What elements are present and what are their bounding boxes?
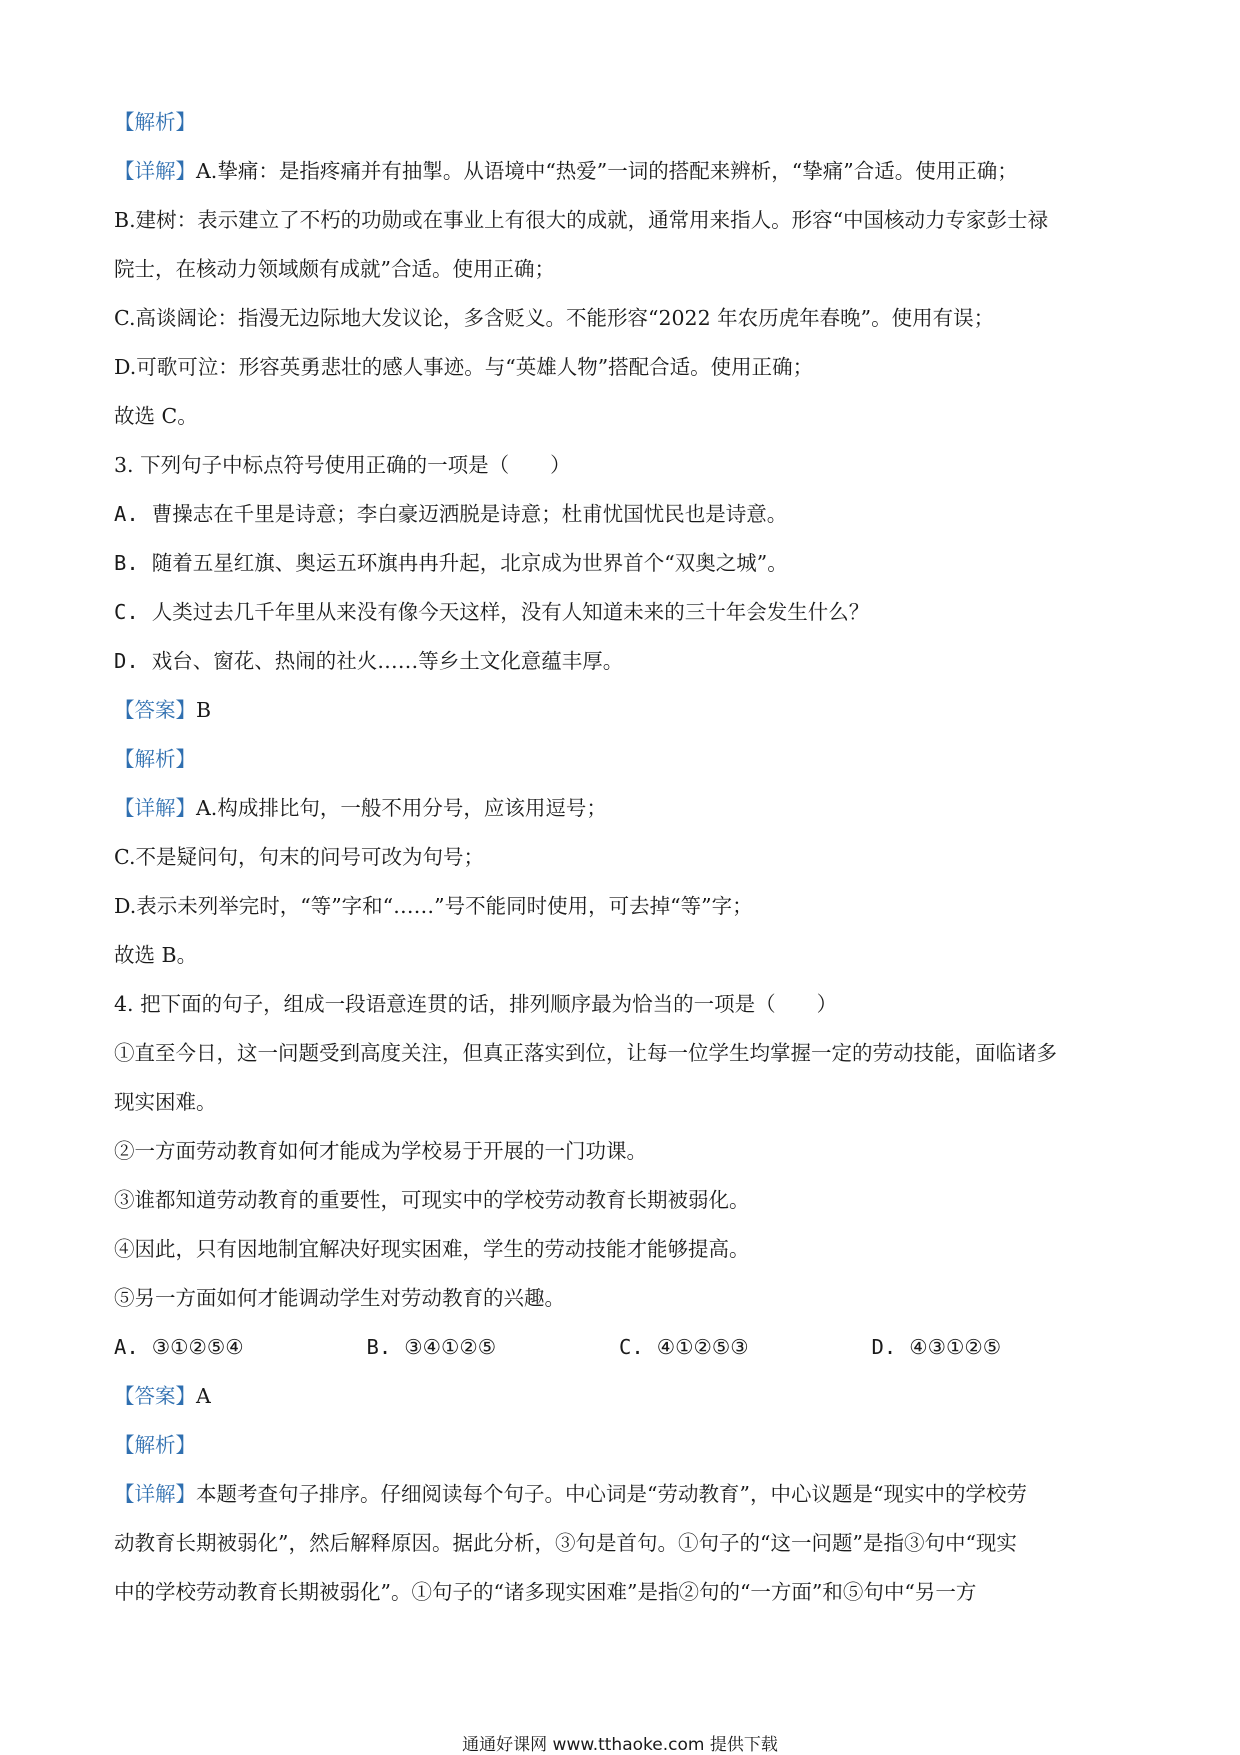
q2-detail-b-line1: B.建树：表示建立了不朽的功勋或在事业上有很大的成就，通常用来指人。形容“中国核动力专家彭士禄 <box>114 208 1049 232</box>
q3-option-d: D. 戏台、窗花、热闹的社火……等乡土文化意蕴丰厚。 <box>114 649 624 673</box>
q3-detail-d: D.表示未列举完时，“等”字和“……”号不能同时使用，可去掉“等”字； <box>114 894 753 918</box>
q4-sentence-4: ④因此，只有因地制宜解决好现实困难，学生的劳动技能才能够提高。 <box>114 1237 750 1261</box>
q3-detail-c: C.不是疑问句，句末的问号可改为句号； <box>114 845 484 869</box>
q2-detail-c: C.高谈阔论：指漫无边际地大发议论，多含贬义。不能形容“2022 年农历虎年春晚”。使用有误； <box>114 306 995 330</box>
q4-choice-c: C. ④①②⑤③ <box>619 1335 749 1359</box>
q3-detail-a: 【详解】A.构成排比句，一般不用分号，应该用逗号； <box>114 796 607 820</box>
document-body <box>114 98 1124 1617</box>
q4-choices <box>114 1323 1124 1372</box>
q3-conclusion: 故选 B。 <box>114 943 198 967</box>
q4-choice-d: D. ④③①②⑤ <box>871 1335 1002 1359</box>
q4-sentence-3: ③谁都知道劳动教育的重要性，可现实中的学校劳动教育长期被弱化。 <box>114 1188 750 1212</box>
q4-sentence-5: ⑤另一方面如何才能调动学生对劳动教育的兴趣。 <box>114 1286 565 1310</box>
q4-detail-line1: 【详解】本题考查句子排序。仔细阅读每个句子。中心词是“劳动教育”，中心议题是“现实中的学校劳 <box>114 1482 1027 1506</box>
q4-sentence-1-line1: ①直至今日，这一问题受到高度关注，但真正落实到位，让每一位学生均掌握一定的劳动技能，面临诸多 <box>114 1041 1057 1065</box>
q3-option-c: C. 人类过去几千年里从来没有像今天这样，没有人知道未来的三十年会发生什么？ <box>114 600 870 624</box>
q2-analysis-tag: 【解析】 <box>114 110 196 134</box>
q3-stem: 3. 下列句子中标点符号使用正确的一项是（ ） <box>114 453 571 477</box>
q4-choice-a: A. ③①②⑤④ <box>114 1335 244 1359</box>
q4-sentence-2: ②一方面劳动教育如何才能成为学校易于开展的一门功课。 <box>114 1139 647 1163</box>
q4-choice-b: B. ③④①②⑤ <box>366 1335 497 1359</box>
q4-detail-line2: 动教育长期被弱化”，然后解释原因。据此分析，③句是首句。①句子的“这一问题”是指③句中“现实 <box>114 1531 1017 1555</box>
q2-detail-a: 【详解】A.挚痛：是指疼痛并有抽掣。从语境中“热爱”一词的搭配来辨析，“挚痛”合适。使用正确； <box>114 159 1018 183</box>
q4-stem: 4. 把下面的句子，组成一段语意连贯的话，排列顺序最为恰当的一项是（ ） <box>114 992 838 1016</box>
q3-option-b: B. 随着五星红旗、奥运五环旗冉冉升起，北京成为世界首个“双奥之城”。 <box>114 551 788 575</box>
q4-sentence-1-line2: 现实困难。 <box>114 1090 217 1114</box>
q3-option-a: A. 曹操志在千里是诗意；李白豪迈洒脱是诗意；杜甫忧国忧民也是诗意。 <box>114 502 788 526</box>
q3-answer: 【答案】B <box>114 698 212 722</box>
q4-detail-line3: 中的学校劳动教育长期被弱化”。①句子的“诸多现实困难”是指②句的“一方面”和⑤句中“另一方 <box>114 1580 977 1604</box>
q3-analysis-tag: 【解析】 <box>114 747 196 771</box>
page-footer: 通通好课网 www.tthaoke.com 提供下载 <box>462 1735 778 1755</box>
q2-detail-d: D.可歌可泣：形容英勇悲壮的感人事迹。与“英雄人物”搭配合适。使用正确； <box>114 355 814 379</box>
q2-detail-b-line2: 院士，在核动力领域颇有成就”合适。使用正确； <box>114 257 555 281</box>
q4-answer: 【答案】A <box>114 1384 211 1408</box>
q2-conclusion: 故选 C。 <box>114 404 198 428</box>
q4-analysis-tag: 【解析】 <box>114 1433 196 1457</box>
